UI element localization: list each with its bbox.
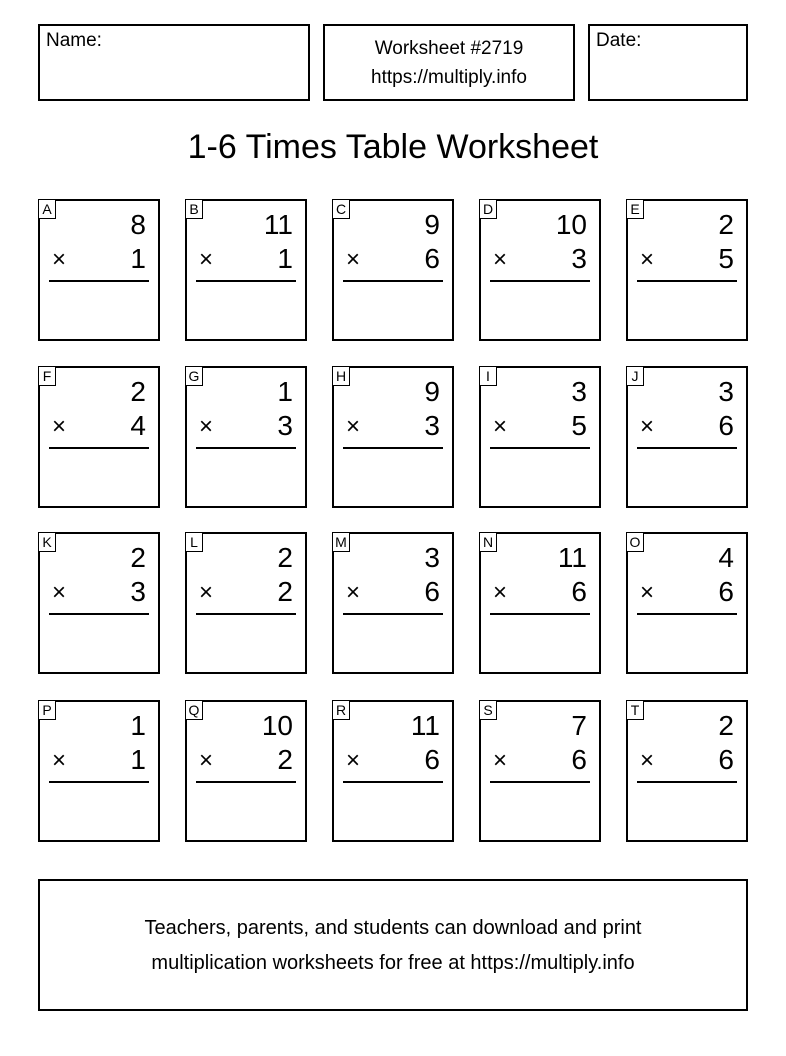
- multiplicand: 7: [571, 710, 587, 741]
- problem-letter: K: [38, 532, 56, 552]
- multiplicand: 2: [718, 710, 734, 741]
- multiplier: 1: [277, 243, 293, 274]
- multiplier: 6: [718, 744, 734, 775]
- answer-line: [196, 781, 296, 783]
- times-icon: ×: [640, 579, 655, 606]
- answer-line: [343, 280, 443, 282]
- times-icon: ×: [199, 413, 214, 440]
- problem-card[interactable]: [626, 700, 748, 842]
- footer-line-2: multiplication worksheets for free at https://multiply.info: [151, 952, 635, 974]
- multiplier: 1: [130, 744, 146, 775]
- times-icon: ×: [52, 747, 67, 774]
- problem-letter: N: [479, 532, 497, 552]
- answer-line: [49, 613, 149, 615]
- name-label: Name:: [46, 30, 102, 51]
- problem-letter: I: [479, 366, 497, 386]
- answer-line: [196, 613, 296, 615]
- multiplier: 6: [424, 576, 440, 607]
- multiplicand: 4: [718, 542, 734, 573]
- answer-line: [490, 280, 590, 282]
- multiplier: 2: [277, 744, 293, 775]
- answer-line: [490, 447, 590, 449]
- worksheet-url: https://multiply.info: [371, 67, 527, 88]
- times-icon: ×: [199, 579, 214, 606]
- multiplicand: 9: [424, 209, 440, 240]
- multiplicand: 3: [424, 542, 440, 573]
- times-icon: ×: [199, 246, 214, 273]
- answer-line: [343, 447, 443, 449]
- times-icon: ×: [346, 747, 361, 774]
- problem-letter: R: [332, 700, 350, 720]
- multiplicand: 3: [571, 376, 587, 407]
- problem-letter: C: [332, 199, 350, 219]
- multiplicand: 1: [130, 710, 146, 741]
- multiplier: 6: [571, 744, 587, 775]
- date-field[interactable]: [588, 24, 748, 101]
- problem-card[interactable]: [479, 366, 601, 508]
- problem-letter: Q: [185, 700, 203, 720]
- multiplicand: 11: [410, 710, 440, 741]
- answer-line: [196, 280, 296, 282]
- problem-card[interactable]: [479, 199, 601, 341]
- problem-card[interactable]: [626, 199, 748, 341]
- times-icon: ×: [640, 413, 655, 440]
- problem-card[interactable]: [332, 199, 454, 341]
- multiplier: 1: [130, 243, 146, 274]
- multiplicand: 10: [555, 209, 587, 240]
- problem-card[interactable]: [185, 532, 307, 674]
- multiplicand: 9: [424, 376, 440, 407]
- multiplier: 3: [130, 576, 146, 607]
- multiplier: 5: [718, 243, 734, 274]
- problem-letter: A: [38, 199, 56, 219]
- worksheet-info-box: [323, 24, 575, 101]
- times-icon: ×: [493, 246, 508, 273]
- times-icon: ×: [640, 246, 655, 273]
- problem-card[interactable]: [185, 700, 307, 842]
- times-icon: ×: [199, 747, 214, 774]
- problem-letter: T: [626, 700, 644, 720]
- multiplicand: 11: [263, 209, 293, 240]
- problem-letter: F: [38, 366, 56, 386]
- answer-line: [49, 280, 149, 282]
- answer-line: [637, 280, 737, 282]
- multiplicand: 3: [718, 376, 734, 407]
- multiplicand: 2: [130, 542, 146, 573]
- problem-card[interactable]: [38, 700, 160, 842]
- name-field[interactable]: [38, 24, 310, 101]
- footer-line-1: Teachers, parents, and students can download and print: [144, 917, 642, 939]
- answer-line: [490, 781, 590, 783]
- problem-letter: S: [479, 700, 497, 720]
- multiplicand: 8: [130, 209, 146, 240]
- problem-letter: H: [332, 366, 350, 386]
- footer-text: [40, 911, 746, 981]
- multiplier: 3: [277, 410, 293, 441]
- multiplier: 2: [277, 576, 293, 607]
- times-icon: ×: [493, 747, 508, 774]
- multiplicand: 2: [718, 209, 734, 240]
- problem-letter: G: [185, 366, 203, 386]
- multiplier: 6: [718, 410, 734, 441]
- answer-line: [637, 781, 737, 783]
- problem-card[interactable]: [185, 366, 307, 508]
- times-icon: ×: [493, 413, 508, 440]
- problem-letter: E: [626, 199, 644, 219]
- times-icon: ×: [346, 579, 361, 606]
- problem-card[interactable]: [626, 366, 748, 508]
- problem-card[interactable]: [332, 366, 454, 508]
- answer-line: [196, 447, 296, 449]
- answer-line: [343, 781, 443, 783]
- multiplier: 3: [424, 410, 440, 441]
- multiplicand: 10: [261, 710, 293, 741]
- times-icon: ×: [52, 246, 67, 273]
- problem-letter: P: [38, 700, 56, 720]
- problem-letter: D: [479, 199, 497, 219]
- multiplier: 6: [718, 576, 734, 607]
- problem-letter: J: [626, 366, 644, 386]
- times-icon: ×: [346, 246, 361, 273]
- multiplicand: 2: [277, 542, 293, 573]
- footer-box: [38, 879, 748, 1011]
- problem-card[interactable]: [332, 532, 454, 674]
- problem-card[interactable]: [479, 700, 601, 842]
- problem-letter: M: [332, 532, 350, 552]
- times-icon: ×: [640, 747, 655, 774]
- problem-card[interactable]: [38, 366, 160, 508]
- answer-line: [637, 447, 737, 449]
- answer-line: [637, 613, 737, 615]
- multiplier: 4: [130, 410, 146, 441]
- answer-line: [343, 613, 443, 615]
- multiplier: 6: [571, 576, 587, 607]
- problem-letter: O: [626, 532, 644, 552]
- problem-card[interactable]: [38, 532, 160, 674]
- problem-card[interactable]: [332, 700, 454, 842]
- date-label: Date:: [596, 30, 642, 51]
- page-title: 1-6 Times Table Worksheet: [187, 128, 599, 166]
- problem-card[interactable]: [479, 532, 601, 674]
- answer-line: [490, 613, 590, 615]
- problem-card[interactable]: [38, 199, 160, 341]
- times-icon: ×: [346, 413, 361, 440]
- times-icon: ×: [52, 413, 67, 440]
- multiplicand: 11: [557, 542, 587, 573]
- multiplicand: 2: [130, 376, 146, 407]
- multiplier: 6: [424, 243, 440, 274]
- problem-letter: B: [185, 199, 203, 219]
- multiplicand: 1: [277, 376, 293, 407]
- problem-card[interactable]: [626, 532, 748, 674]
- problem-letter: L: [185, 532, 203, 552]
- worksheet-number: Worksheet #2719: [374, 38, 524, 59]
- answer-line: [49, 447, 149, 449]
- times-icon: ×: [52, 579, 67, 606]
- problem-card[interactable]: [185, 199, 307, 341]
- times-icon: ×: [493, 579, 508, 606]
- multiplier: 6: [424, 744, 440, 775]
- multiplier: 5: [571, 410, 587, 441]
- answer-line: [49, 781, 149, 783]
- multiplier: 3: [571, 243, 587, 274]
